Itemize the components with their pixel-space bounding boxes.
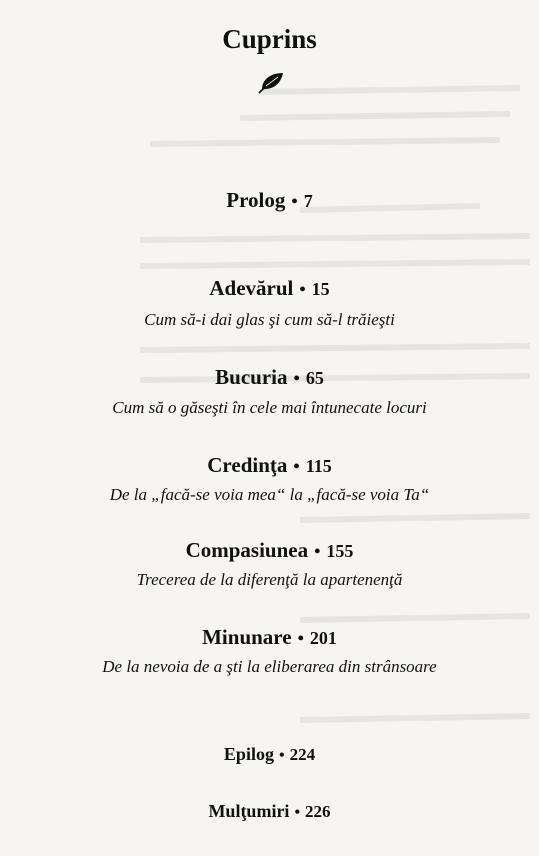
entry-heading: Mulţumiri xyxy=(208,801,290,821)
entry-subtitle: Cum să o găseşti în cele mai întunecate locuri xyxy=(112,398,427,417)
entry-page-number: 224 xyxy=(289,745,316,764)
entry-separator: • xyxy=(299,279,306,299)
toc-entry-compasiunea[interactable] xyxy=(0,538,539,563)
entry-separator: • xyxy=(293,368,300,388)
toc-entry-multumiri[interactable] xyxy=(0,801,539,822)
entry-page-number: 15 xyxy=(311,279,330,299)
entry-page-number: 226 xyxy=(305,802,331,821)
entry-heading: Minunare xyxy=(202,625,292,649)
entry-separator: • xyxy=(297,628,304,648)
toc-entry-bucuria[interactable] xyxy=(0,365,539,390)
entry-separator: • xyxy=(278,747,285,764)
entry-page-number: 201 xyxy=(309,628,337,648)
entry-separator: • xyxy=(314,541,321,561)
entry-subtitle: De la nevoia de a şti la eliberarea din strânsoare xyxy=(102,657,437,676)
entry-heading: Epilog xyxy=(223,744,274,764)
entry-page-number: 65 xyxy=(305,368,324,388)
entry-subtitle: De la „facă-se voia mea“ la „facă-se voia Ta“ xyxy=(109,485,430,504)
toc-entry-prolog[interactable] xyxy=(0,188,539,213)
entry-separator: • xyxy=(293,456,300,476)
toc-entry-credinta[interactable] xyxy=(0,453,539,478)
entry-page-number: 155 xyxy=(326,541,354,561)
entry-heading: Bucuria xyxy=(215,365,288,389)
entry-separator: • xyxy=(291,191,298,211)
entry-heading: Credinţa xyxy=(207,453,288,477)
entry-heading: Prolog xyxy=(226,188,286,212)
entry-separator: • xyxy=(294,804,301,821)
toc-entry-minunare[interactable] xyxy=(0,625,539,650)
entry-page-number: 115 xyxy=(305,456,332,476)
page-title: Cuprins xyxy=(222,24,317,54)
entry-page-number: 7 xyxy=(303,191,313,211)
entry-subtitle: Cum să-i dai glas şi cum să-l trăieşti xyxy=(144,310,395,329)
toc-entry-adevarul[interactable] xyxy=(0,276,539,301)
entry-subtitle: Trecerea de la diferenţă la apartenenţă xyxy=(136,570,403,589)
entry-heading: Adevărul xyxy=(209,276,294,300)
entry-heading: Compasiunea xyxy=(185,538,309,562)
leaf-icon xyxy=(256,70,286,96)
toc-entry-epilog[interactable] xyxy=(0,744,539,765)
